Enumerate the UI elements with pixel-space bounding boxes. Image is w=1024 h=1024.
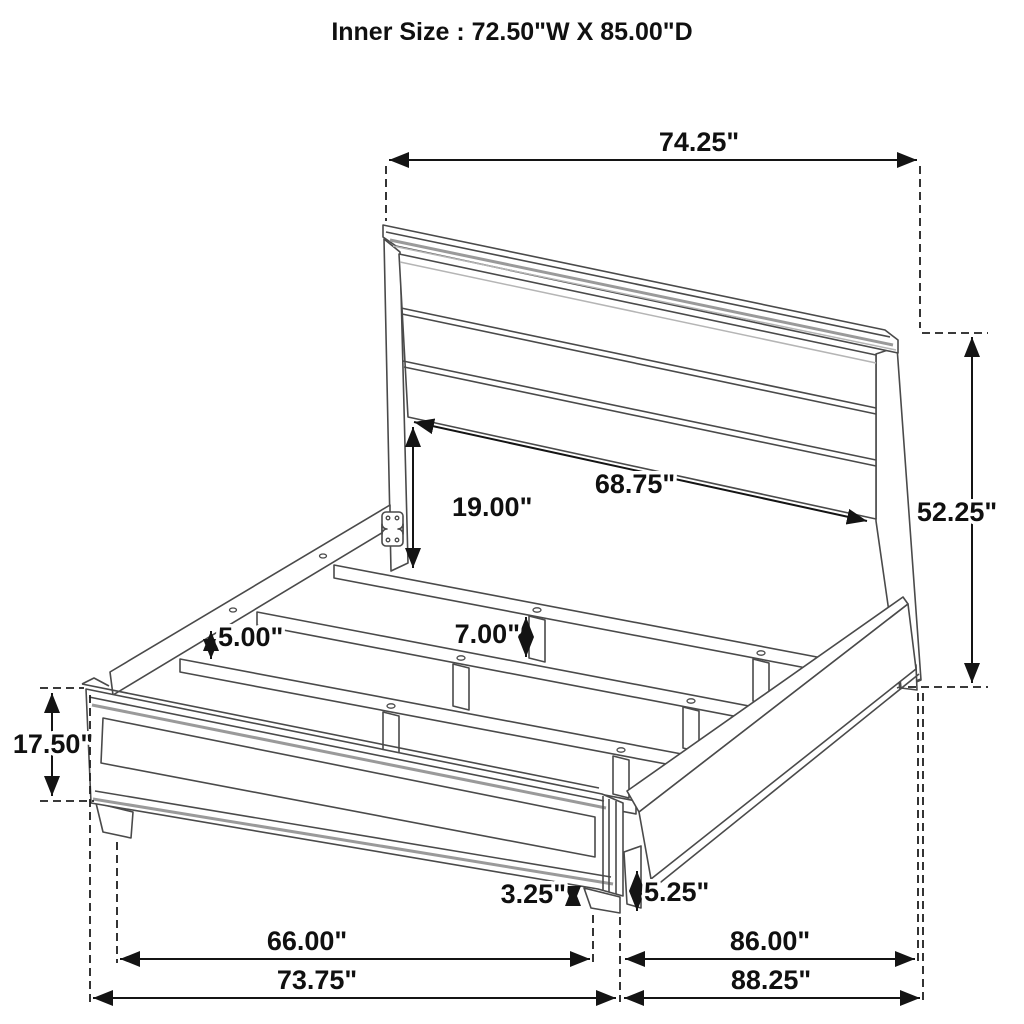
dim-label-inner-width: 68.75" [594,469,676,499]
dim-side-rail-length [625,926,915,959]
rail-screw-dot [230,608,237,612]
rail-front-leg [624,846,641,908]
dim-overall-depth [624,965,920,998]
rail-screw-dot [320,554,327,558]
dim-slat-rail-height [211,622,283,659]
dim-label-footboard-foot: 3.25" [500,879,566,909]
dim-label-footboard-overall-width: 73.75" [276,965,358,995]
page-title: Inner Size : 72.50"W X 85.00"D [331,18,693,46]
dim-footboard-overall-width [93,965,616,998]
dim-label-overall-depth: 88.25" [730,965,812,995]
footboard [82,678,623,913]
slat-1 [334,565,838,674]
slat-support-leg [529,616,545,662]
dim-label-panel-drop: 19.00" [452,492,533,522]
dim-label-rail-clearance: 5.25" [644,877,710,907]
dim-label-slat-rail-height: 5.00" [218,622,284,652]
dim-label-footboard-height: 17.50" [12,729,94,759]
rail-bracket [382,512,403,546]
slat-support-leg [453,664,469,710]
dim-label-headboard-height: 52.25" [916,497,998,527]
dim-inner-slat-span [120,926,590,959]
dim-label-support-leg-height: 7.00" [454,619,520,649]
dim-headboard-panel-drop [413,427,532,568]
dim-rail-clearance [637,871,709,911]
far-side-rail [110,505,390,695]
dim-footboard-height [13,688,94,801]
dim-footboard-foot [501,879,573,909]
dim-label-inner-slat-span: 66.00" [266,926,348,956]
dim-label-side-rail-length: 86.00" [729,926,811,956]
dim-label-top-width: 74.25" [658,127,740,157]
dim-headboard-height [908,333,997,687]
